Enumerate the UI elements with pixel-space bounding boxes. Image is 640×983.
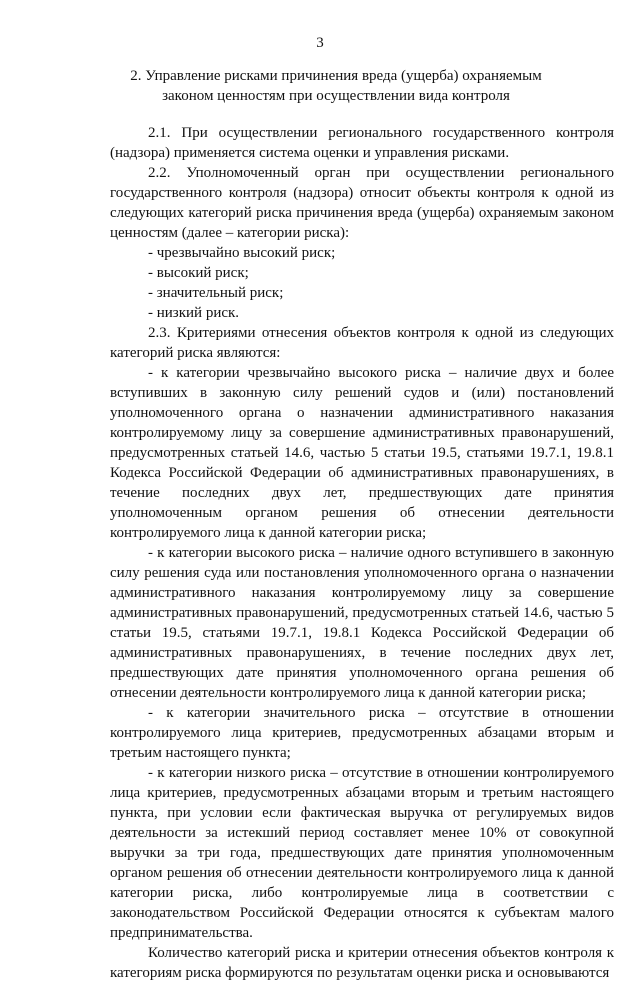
page-number: 3 bbox=[316, 35, 324, 51]
criterion-low: - к категории низкого риска – отсутствие в отношении контролируемого лица критериев, предусмотренных абзацами вторым и третьим настоящего пункта, при условии если фактическая выручка от регулируемых видов деятельности за истекший период составляет менее 10% от совокупной выручки за три года, предшествующих дате принятия уполномоченным органом решения об отнесении деятельности контролируемого лица к данной категории риска, либо контролируемые лица в соответствии с законодательством Российской Федерации относятся к субъектам малого предпринимательства. bbox=[110, 765, 614, 941]
paragraph-2-3: 2.3. Критериями отнесения объектов контроля к одной из следующих категорий риска являются: bbox=[110, 325, 614, 361]
paragraph-2-1: 2.1. При осуществлении регионального государственного контроля (надзора) применяется система оценки и управления рисками. bbox=[110, 125, 614, 161]
risk-category-item: - высокий риск; bbox=[148, 265, 249, 281]
criterion-extremely-high: - к категории чрезвычайно высокого риска – наличие двух и более вступивших в законную силу решений судов и (или) постановлений уполномоченного органа о назначении административного наказания контролируемому лицу за совершение административных правонарушений, предусмотренных статьей 14.6, частью 5 статьи 19.5, статьями 19.7.1, 19.8.1 Кодекса Российской Федерации об административных правонарушениях, в течение последних двух лет, предшествующих дате принятия уполномоченным органом решения об отнесении деятельности контролируемого лица к данной категории риска; bbox=[110, 365, 614, 541]
criterion-significant: - к категории значительного риска – отсутствие в отношении контролируемого лица критериев, предусмотренных абзацами вторым и третьим настоящего пункта; bbox=[110, 705, 614, 761]
criterion-high: - к категории высокого риска – наличие одного вступившего в законную силу решения суда или постановления уполномоченного органа о назначении административного наказания контролируемому лицу за совершение административных правонарушений, предусмотренных статьей 14.6, частью 5 статьи 19.5, статьями 19.7.1, 19.8.1 Кодекса Российской Федерации об административных правонарушениях, в течение последних двух лет, предшествующих дате принятия уполномоченного органа решения об отнесении деятельности контролируемого лица к данной категории риска; bbox=[110, 545, 614, 701]
closing-paragraph: Количество категорий риска и критерии отнесения объектов контроля к категориям риска формируются по результатам оценки риска и основываются bbox=[110, 945, 614, 981]
risk-category-item: - чрезвычайно высокий риск; bbox=[148, 245, 336, 261]
document-body bbox=[110, 123, 614, 983]
paragraph-2-2: 2.2. Уполномоченный орган при осуществлении регионального государственного контроля (надзора) относит объекты контроля к одной из следующих категорий риска причинения вреда (ущерба) охраняемым законом ценностям (далее – категории риска): bbox=[110, 165, 614, 241]
risk-category-item: - низкий риск. bbox=[148, 305, 240, 321]
risk-category-item: - значительный риск; bbox=[148, 285, 284, 301]
section-heading: 2. Управление рисками причинения вреда (ущерба) охраняемым законом ценностям при осуществлении вида контроля bbox=[130, 68, 542, 104]
